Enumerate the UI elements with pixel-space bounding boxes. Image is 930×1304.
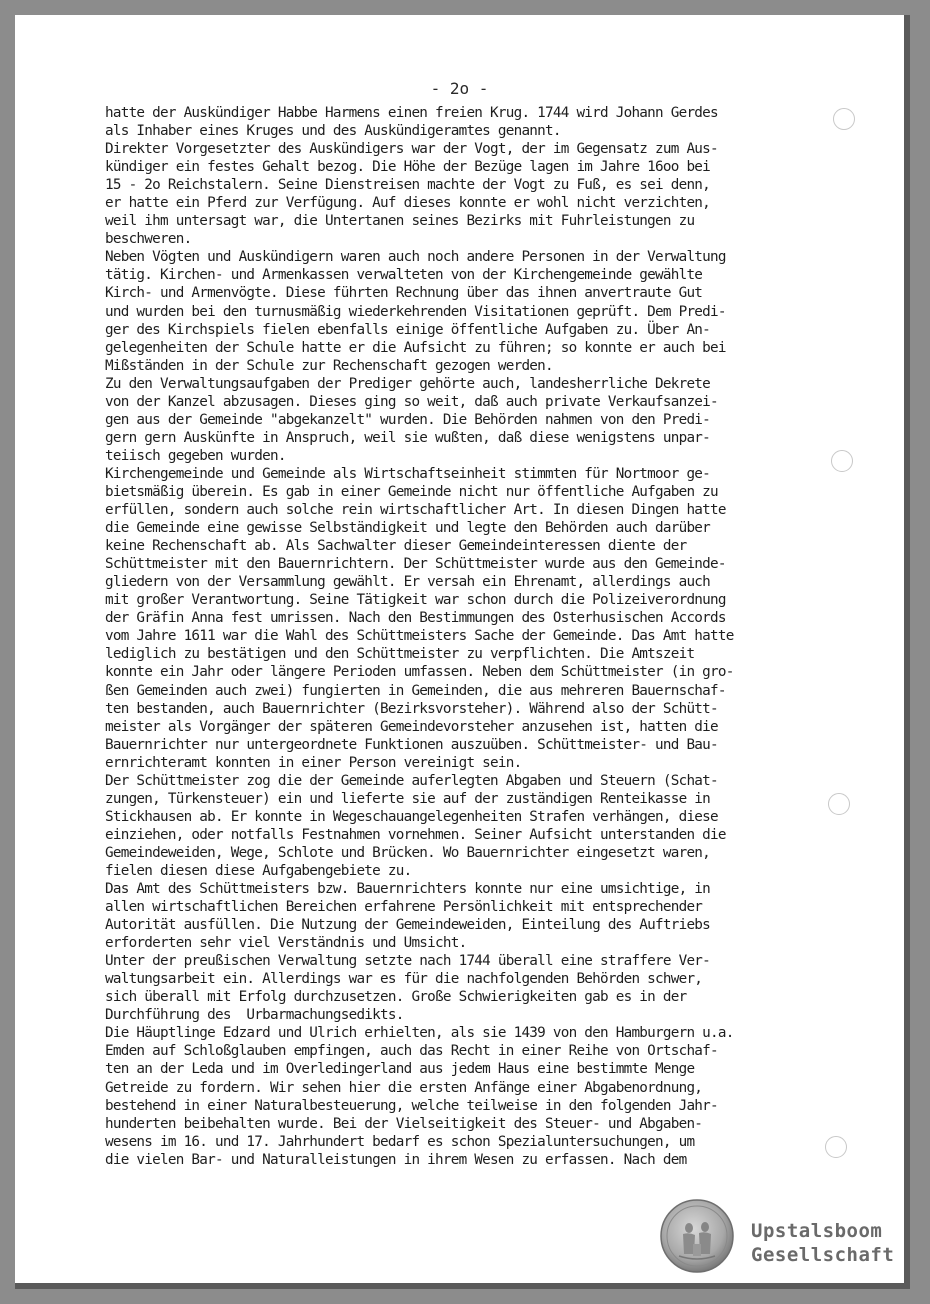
- text-line: die Gemeinde eine gewisse Selbständigkeit und legte den Behörden auch darüber: [105, 520, 711, 537]
- brand-wordmark: [751, 1219, 894, 1267]
- body-text: [105, 104, 845, 1169]
- text-line: die vielen Bar- und Naturalleistungen in ihrem Wesen zu erfassen. Nach dem: [105, 1151, 687, 1168]
- text-line: und wurden bei den turnusmäßig wiederkehrenden Visitationen geprüft. Dem Predi-: [105, 303, 726, 320]
- brand-line-2: Gesellschaft: [751, 1244, 895, 1266]
- brand-line-1: Upstalsboom: [751, 1220, 883, 1242]
- text-line: Neben Vögten und Auskündigern waren auch noch andere Personen in der Verwaltung: [105, 249, 726, 266]
- text-line: vom Jahre 1611 war die Wahl des Schüttmeisters Sache der Gemeinde. Das Amt hatte: [105, 628, 734, 645]
- text-line: gelegenheiten der Schule hatte er die Aufsicht zu führen; so konnte er auch bei: [105, 339, 726, 356]
- text-line: mit großer Verantwortung. Seine Tätigkeit war schon durch die Polizeiverordnung: [105, 592, 726, 609]
- text-line: ßen Gemeinden auch zwei) fungierten in Gemeinden, die aus mehreren Bauernschaf-: [105, 682, 726, 699]
- text-line: Getreide zu fordern. Wir sehen hier die ersten Anfänge einer Abgabenordnung,: [105, 1079, 703, 1096]
- text-line: bestehend in einer Naturalbesteuerung, welche teilweise in den folgenden Jahr-: [105, 1097, 718, 1114]
- text-line: teiisch gegeben wurden.: [105, 447, 286, 464]
- text-line: als Inhaber eines Kruges und des Auskündigeramtes genannt.: [105, 123, 561, 140]
- text-line: gen aus der Gemeinde "abgekanzelt" wurden. Die Behörden nahmen von den Predi-: [105, 411, 711, 428]
- text-line: keine Rechenschaft ab. Als Sachwalter dieser Gemeindeinteressen diente der: [105, 538, 687, 555]
- text-line: Der Schüttmeister zog die der Gemeinde auferlegten Abgaben und Steuern (Schat-: [105, 772, 718, 789]
- text-line: beschweren.: [105, 231, 192, 248]
- text-line: konnte ein Jahr oder längere Perioden umfassen. Neben dem Schüttmeister (in gro-: [105, 664, 734, 681]
- text-line: Kirch- und Armenvögte. Diese führten Rechnung über das ihnen anvertraute Gut: [105, 285, 703, 302]
- text-line: erfüllen, sondern auch solche rein wirtschaftlicher Art. In diesen Dingen hatte: [105, 502, 726, 519]
- text-line: meister als Vorgänger der späteren Gemeindevorsteher anzusehen ist, hatten die: [105, 718, 718, 735]
- text-line: erforderten sehr viel Verständnis und Umsicht.: [105, 935, 467, 952]
- text-line: Mißständen in der Schule zur Rechenschaft gezogen werden.: [105, 357, 553, 374]
- text-line: Autorität ausfüllen. Die Nutzung der Gemeindeweiden, Einteilung des Auftriebs: [105, 917, 711, 934]
- text-line: hunderten beibehalten wurde. Bei der Vielseitigkeit des Steuer- und Abgaben-: [105, 1115, 703, 1132]
- text-line: weil ihm untersagt war, die Untertanen seines Bezirks mit Fuhrleistungen zu: [105, 213, 695, 230]
- text-line: ger des Kirchspiels fielen ebenfalls einige öffentliche Aufgaben zu. Über An-: [105, 321, 711, 338]
- text-line: gern gern Auskünfte in Anspruch, weil sie wußten, daß diese wenigstens unpar-: [105, 429, 711, 446]
- punch-hole: [825, 1136, 847, 1158]
- text-line: Bauernrichter nur untergeordnete Funktionen auszuüben. Schüttmeister- und Bau-: [105, 736, 718, 753]
- text-line: ten an der Leda und im Overledingerland aus jedem Haus eine bestimmte Menge: [105, 1061, 695, 1078]
- text-line: Direkter Vorgesetzter des Auskündigers war der Vogt, der im Gegensatz zum Aus-: [105, 141, 718, 158]
- punch-hole: [833, 108, 855, 130]
- page-number: - 2o -: [430, 79, 489, 98]
- text-line: er hatte ein Pferd zur Verfügung. Auf dieses konnte er wohl nicht verzichten,: [105, 195, 711, 212]
- text-line: wesens im 16. und 17. Jahrhundert bedarf es schon Spezialuntersuchungen, um: [105, 1133, 695, 1150]
- text-line: waltungsarbeit ein. Allerdings war es für die nachfolgenden Behörden schwer,: [105, 971, 703, 988]
- punch-hole: [831, 450, 853, 472]
- text-line: allen wirtschaftlichen Bereichen erfahrene Persönlichkeit mit entsprechender: [105, 899, 703, 916]
- text-line: Kirchengemeinde und Gemeinde als Wirtschaftseinheit stimmten für Nortmoor ge-: [105, 465, 711, 482]
- text-line: sich überall mit Erfolg durchzusetzen. Große Schwierigkeiten gab es in der: [105, 989, 687, 1006]
- seal-logo-icon: [659, 1198, 735, 1274]
- text-line: Unter der preußischen Verwaltung setzte nach 1744 überall eine straffere Ver-: [105, 953, 711, 970]
- text-line: Schüttmeister mit den Bauernrichtern. Der Schüttmeister wurde aus den Gemeinde-: [105, 556, 726, 573]
- text-line: fielen diesen diese Aufgabengebiete zu.: [105, 862, 412, 879]
- text-line: Zu den Verwaltungsaufgaben der Prediger gehörte auch, landesherrliche Dekrete: [105, 375, 711, 392]
- text-line: Das Amt des Schüttmeisters bzw. Bauernrichters konnte nur eine umsichtige, in: [105, 881, 711, 898]
- text-line: bietsmäßig überein. Es gab in einer Gemeinde nicht nur öffentliche Aufgaben zu: [105, 483, 718, 500]
- punch-hole: [828, 793, 850, 815]
- document-page: [15, 15, 910, 1289]
- text-line: Die Häuptlinge Edzard und Ulrich erhielten, als sie 1439 von den Hamburgern u.a.: [105, 1025, 734, 1042]
- text-line: von der Kanzel abzusagen. Dieses ging so weit, daß auch private Verkaufsanzei-: [105, 393, 718, 410]
- text-line: tätig. Kirchen- und Armenkassen verwalteten von der Kirchengemeinde gewählte: [105, 267, 703, 284]
- text-line: Stickhausen ab. Er konnte in Wegeschauangelegenheiten Strafen verhängen, diese: [105, 808, 718, 825]
- text-line: kündiger ein festes Gehalt bezog. Die Höhe der Bezüge lagen im Jahre 16oo bei: [105, 159, 711, 176]
- text-line: 15 - 2o Reichstalern. Seine Dienstreisen machte der Vogt zu Fuß, es sei denn,: [105, 177, 711, 194]
- text-line: gliedern von der Versammlung gewählt. Er versah ein Ehrenamt, allerdings auch: [105, 574, 711, 591]
- text-line: lediglich zu bestätigen und den Schüttmeister zu verpflichten. Die Amtszeit: [105, 646, 695, 663]
- text-line: ernrichteramt konnten in einer Person vereinigt sein.: [105, 754, 522, 771]
- text-line: der Gräfin Anna fest umrissen. Nach den Bestimmungen des Osterhusischen Accords: [105, 610, 726, 627]
- text-line: hatte der Auskündiger Habbe Harmens einen freien Krug. 1744 wird Johann Gerdes: [105, 105, 718, 121]
- text-line: Emden auf Schloßglauben empfingen, auch das Recht in einer Reihe von Ortschaf-: [105, 1043, 718, 1060]
- text-line: ten bestanden, auch Bauernrichter (Bezirksvorsteher). Während also der Schütt-: [105, 700, 718, 717]
- text-line: Gemeindeweiden, Wege, Schlote und Brücken. Wo Bauernrichter eingesetzt waren,: [105, 844, 711, 861]
- text-line: zungen, Türkensteuer) ein und lieferte sie auf der zuständigen Renteikasse in: [105, 790, 711, 807]
- text-line: einziehen, oder notfalls Festnahmen vornehmen. Seiner Aufsicht unterstanden die: [105, 826, 726, 843]
- text-line: Durchführung des Urbarmachungsedikts.: [105, 1007, 404, 1024]
